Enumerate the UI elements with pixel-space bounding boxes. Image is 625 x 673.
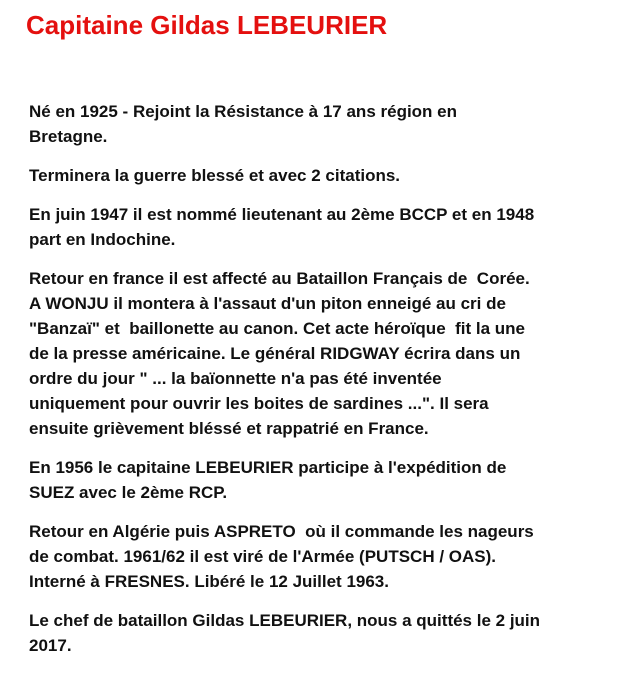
- text-line: Retour en france il est affecté au Bataillon Français de Corée.: [29, 269, 530, 288]
- text-line: Terminera la guerre blessé et avec 2 citations.: [29, 166, 401, 185]
- text-line: Né en 1925 - Rejoint la Résistance à 17 ans région en: [29, 102, 458, 121]
- text-line: ordre du jour " ... la baïonnette n'a pas été inventée: [29, 369, 442, 388]
- paragraph-suez: [29, 455, 609, 505]
- paragraph-algeria: [29, 519, 609, 594]
- paragraph-korea: [29, 266, 609, 441]
- paragraph-death: [29, 608, 609, 658]
- text-line: ensuite grièvement bléssé et rappatrié en France.: [29, 419, 429, 438]
- text-line: uniquement pour ouvrir les boites de sardines ...". Il sera: [29, 394, 489, 413]
- text-line: Bretagne.: [29, 127, 108, 146]
- text-line: de combat. 1961/62 il est viré de l'Armée (PUTSCH / OAS).: [29, 547, 496, 566]
- text-line: Retour en Algérie puis ASPRETO où il commande les nageurs: [29, 522, 534, 541]
- text-line: Interné à FRESNES. Libéré le 12 Juillet 1963.: [29, 572, 389, 591]
- text-line: A WONJU il montera à l'assaut d'un piton enneigé au cri de: [29, 294, 506, 313]
- text-line: SUEZ avec le 2ème RCP.: [29, 483, 228, 502]
- text-line: de la presse américaine. Le général RIDGWAY écrira dans un: [29, 344, 521, 363]
- text-line: 2017.: [29, 636, 72, 655]
- text-line: part en Indochine.: [29, 230, 176, 249]
- paragraph-birth: [29, 99, 609, 149]
- text-line: Le chef de bataillon Gildas LEBEURIER, nous a quittés le 2 juin: [29, 611, 541, 630]
- text-line: En juin 1947 il est nommé lieutenant au 2ème BCCP et en 1948: [29, 205, 535, 224]
- paragraph-war: [29, 163, 609, 188]
- text-line: En 1956 le capitaine LEBEURIER participe à l'expédition de: [29, 458, 507, 477]
- document-body: [29, 99, 609, 672]
- text-line: "Banzaï" et baillonette au canon. Cet acte héroïque fit la une: [29, 319, 525, 338]
- paragraph-indochina: [29, 202, 609, 252]
- page-title: Capitaine Gildas LEBEURIER: [26, 10, 388, 40]
